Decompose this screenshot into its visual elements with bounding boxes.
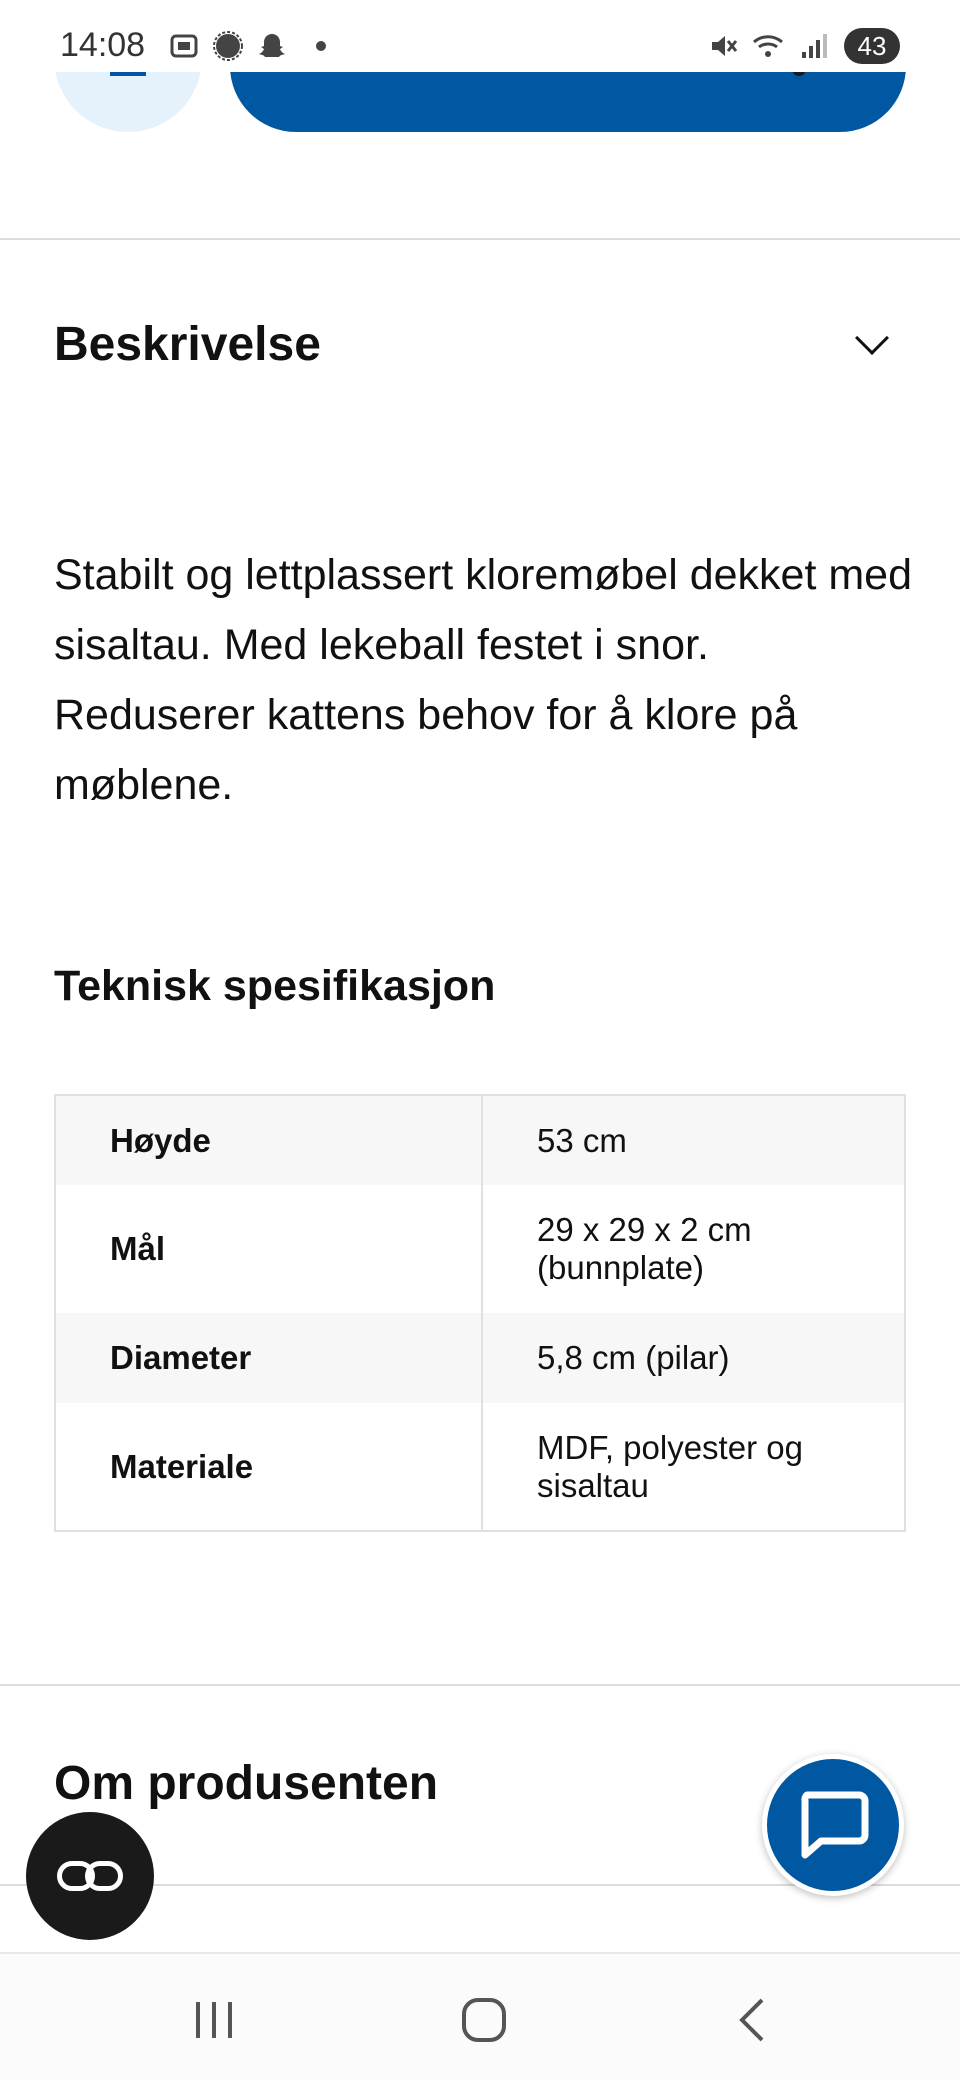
table-row xyxy=(55,1095,905,1185)
signal-messenger-icon xyxy=(212,30,244,62)
spec-value: 5,8 cm (pilar) xyxy=(482,1313,905,1403)
spec-label: Høyde xyxy=(55,1095,482,1185)
spec-label: Mål xyxy=(55,1185,482,1313)
description-text: Stabilt og lettplassert kloremøbel dekket med sisaltau. Med lekeball festet i snor. Reduserer kattens behov for å klore på møblene. xyxy=(54,551,913,809)
section-divider xyxy=(0,1684,960,1686)
table-row xyxy=(55,1185,905,1313)
description-accordion-header[interactable] xyxy=(54,312,906,376)
accessibility-floating-button[interactable] xyxy=(26,1812,154,1940)
mute-icon xyxy=(706,30,738,62)
status-left-icons xyxy=(168,30,326,62)
spec-label: Diameter xyxy=(55,1313,482,1403)
table-row xyxy=(55,1313,905,1403)
spec-title: Teknisk spesifikasjon xyxy=(54,962,496,1010)
spec-value: MDF, polyester og sisaltau xyxy=(537,1428,803,1504)
chat-bubble-icon xyxy=(793,1787,873,1863)
back-icon xyxy=(732,1996,772,2044)
spec-value: 29 x 29 x 2 cm (bunnplate) xyxy=(537,1211,752,1286)
snapchat-icon xyxy=(256,30,288,62)
description-title: Beskrivelse xyxy=(54,317,321,371)
table-row xyxy=(55,1403,905,1531)
status-right-icons xyxy=(706,28,900,64)
recent-apps-icon xyxy=(192,1998,236,2042)
home-button[interactable] xyxy=(444,1990,524,2050)
home-icon xyxy=(460,1996,508,2044)
spec-value: 53 cm xyxy=(482,1095,905,1185)
spec-table xyxy=(54,1094,906,1532)
notification-dot-icon xyxy=(316,41,326,51)
status-time: 14:08 xyxy=(60,26,146,64)
status-bar xyxy=(0,0,960,72)
chevron-down-icon xyxy=(855,321,889,355)
back-button[interactable] xyxy=(712,1990,792,2050)
screenshot-icon xyxy=(168,30,200,62)
battery-indicator: 43 xyxy=(844,28,900,64)
wifi-icon xyxy=(752,30,784,62)
chat-button[interactable] xyxy=(762,1754,904,1896)
link-loop-icon xyxy=(57,1861,123,1891)
cell-signal-icon xyxy=(798,30,830,62)
recent-apps-button[interactable] xyxy=(174,1990,254,2050)
about-manufacturer-accordion[interactable]: Om produsenten xyxy=(54,1757,439,1810)
system-nav-bar xyxy=(0,1952,960,2080)
section-divider xyxy=(0,238,960,240)
spec-label: Materiale xyxy=(55,1403,482,1531)
